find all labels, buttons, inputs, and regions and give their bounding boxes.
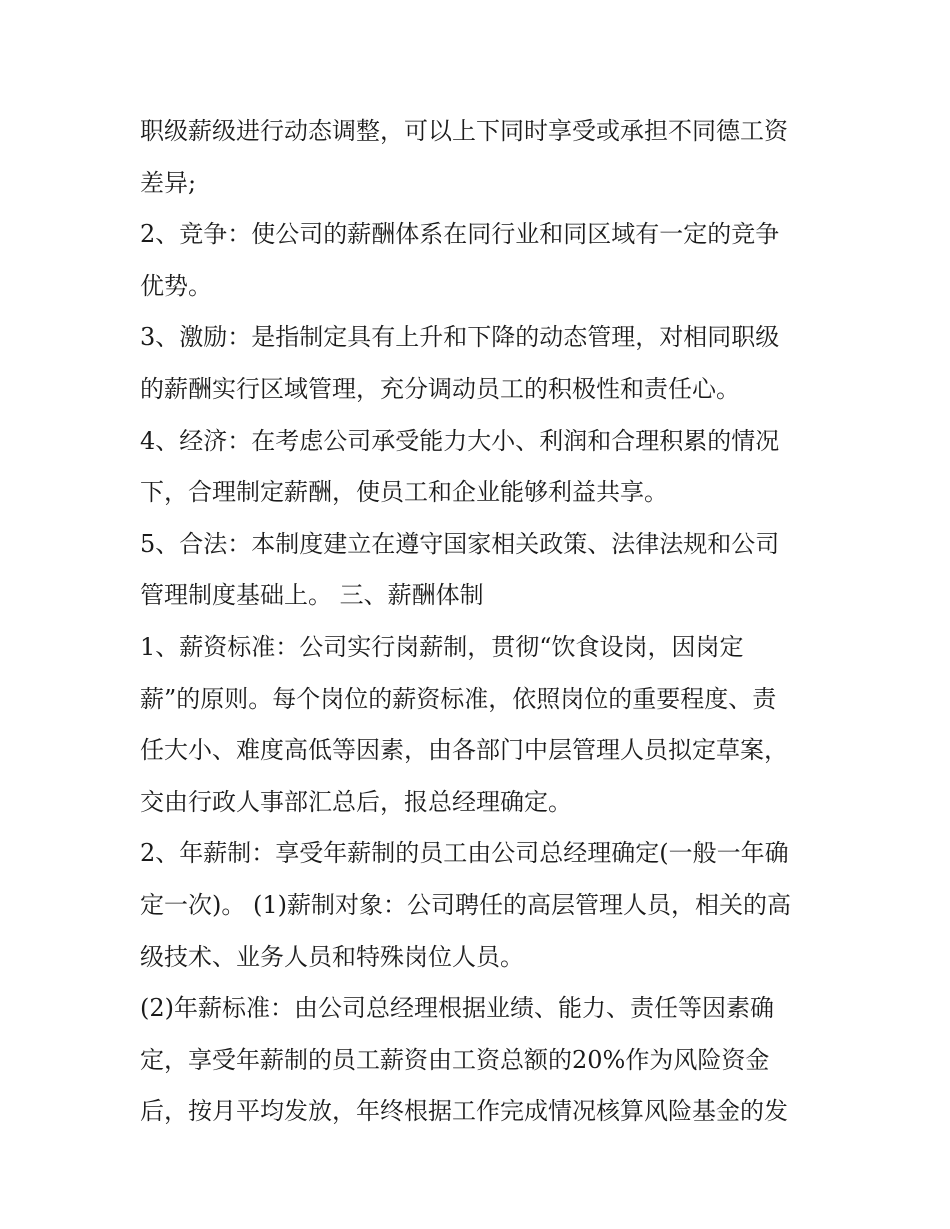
text-line: 任大小、难度高低等因素，由各部门中层管理人员拟定草案，	[140, 736, 788, 765]
text-line: 5、合法：本制度建立在遵守国家相关政策、法律法规和公司	[140, 529, 780, 558]
text-line: 的薪酬实行区域管理，充分调动员工的积极性和责任心。	[140, 374, 740, 403]
text-line: 定一次)。 (1)薪制对象：公司聘任的高层管理人员，相关的高	[140, 890, 791, 919]
text-line: 1、薪资标准：公司实行岗薪制，贯彻“饮食设岗，因岗定	[140, 632, 744, 661]
text-line: 定，享受年薪制的员工薪资由工资总额的20%作为风险资金	[140, 1045, 770, 1074]
text-line: (2)年薪标准：由公司总经理根据业绩、能力、责任等因素确	[140, 994, 774, 1023]
text-line: 交由行政人事部汇总后，报总经理确定。	[140, 787, 572, 816]
text-line: 下，合理制定薪酬，使员工和企业能够利益共享。	[140, 478, 668, 507]
text-line: 薪”的原则。每个岗位的薪资标准，依照岗位的重要程度、责	[140, 684, 777, 713]
text-line: 2、年薪制：享受年薪制的员工由公司总经理确定(一般一年确	[140, 839, 789, 868]
text-line: 管理制度基础上。 三、薪酬体制	[140, 581, 484, 610]
text-line: 3、激励：是指制定具有上升和下降的动态管理，对相同职级	[140, 323, 780, 352]
text-line: 后，按月平均发放，年终根据工作完成情况核算风险基金的发	[140, 1097, 788, 1126]
text-line: 优势。	[140, 271, 212, 300]
text-line: 2、竞争：使公司的薪酬体系在同行业和同区域有一定的竞争	[140, 220, 780, 249]
body-text	[140, 106, 820, 1138]
text-line: 差异;	[140, 168, 197, 197]
text-line: 职级薪级进行动态调整，可以上下同时享受或承担不同德工资	[140, 117, 788, 145]
text-line: 4、经济：在考虑公司承受能力大小、利润和合理积累的情况	[140, 426, 780, 455]
text-line: 级技术、业务人员和特殊岗位人员。	[140, 942, 524, 971]
